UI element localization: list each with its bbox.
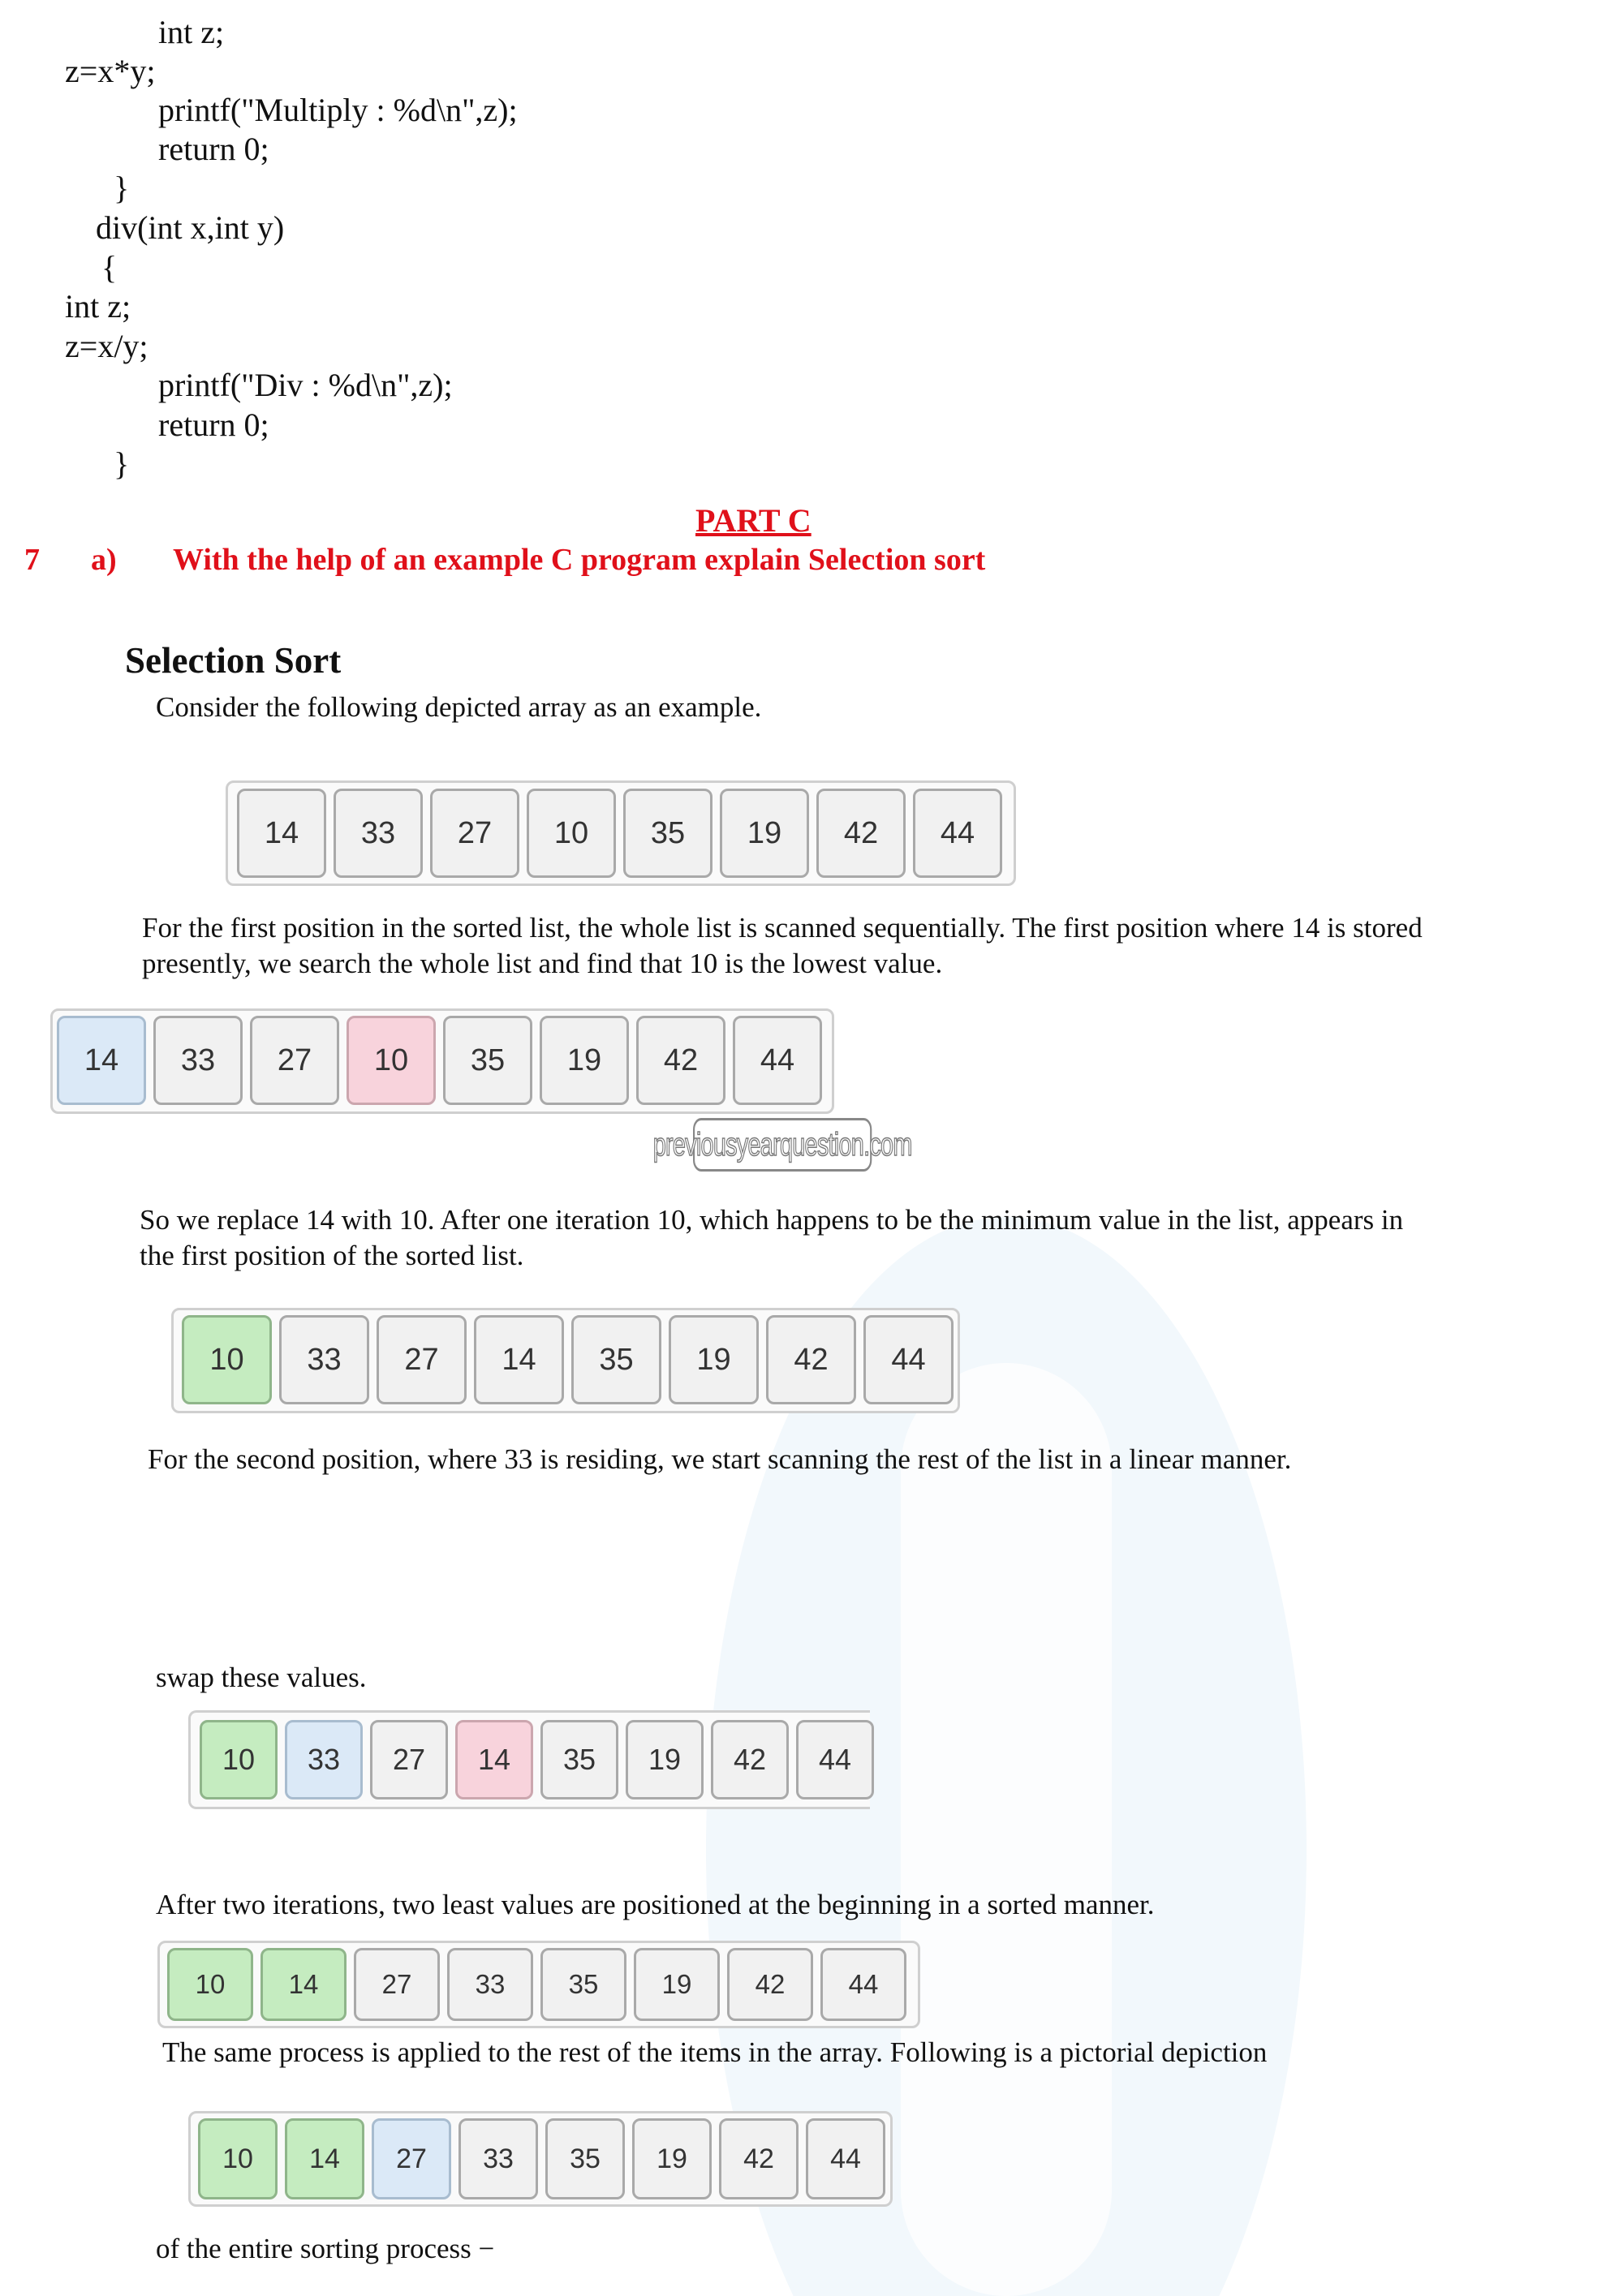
array-cell: 19 bbox=[669, 1315, 759, 1404]
array-cell: 33 bbox=[153, 1016, 243, 1105]
array-row bbox=[198, 2118, 885, 2199]
array-cell: 44 bbox=[863, 1315, 954, 1404]
code-line: int z; bbox=[158, 14, 225, 50]
array-cell: 33 bbox=[285, 1720, 363, 1799]
array-cell: 44 bbox=[796, 1720, 874, 1799]
array-cell: 33 bbox=[458, 2118, 538, 2199]
array-cell: 19 bbox=[626, 1720, 704, 1799]
question-text: With the help of an example C program explain Selection sort bbox=[173, 543, 986, 577]
array-row bbox=[167, 1948, 906, 2021]
array-cell: 14 bbox=[474, 1315, 564, 1404]
array-cell: 35 bbox=[540, 1948, 626, 2021]
code-line: } bbox=[114, 445, 130, 482]
array-cell: 10 bbox=[198, 2118, 278, 2199]
array-cell: 35 bbox=[540, 1720, 618, 1799]
array-cell: 14 bbox=[260, 1948, 347, 2021]
array-cell: 19 bbox=[540, 1016, 629, 1105]
code-line: int z; bbox=[65, 288, 131, 325]
array-row bbox=[200, 1720, 874, 1799]
array-cell: 44 bbox=[913, 789, 1002, 878]
array-cell: 44 bbox=[806, 2118, 885, 2199]
code-line: z=x/y; bbox=[65, 328, 149, 364]
paragraph: After two iterations, two least values are positioned at the beginning in a sorted manner. bbox=[156, 1889, 1155, 1920]
array-cell: 14 bbox=[285, 2118, 364, 2199]
array-cell: 42 bbox=[711, 1720, 789, 1799]
array-cell: 42 bbox=[816, 789, 906, 878]
array-cell: 10 bbox=[527, 789, 616, 878]
array-cell: 35 bbox=[443, 1016, 532, 1105]
paragraph: of the entire sorting process − bbox=[156, 2233, 495, 2264]
array-row bbox=[237, 789, 1002, 878]
array-cell: 33 bbox=[334, 789, 423, 878]
array-row bbox=[57, 1016, 822, 1105]
paragraph: So we replace 14 with 10. After one iteration 10, which happens to be the minimum value in the list, appears in the first position of the sorted list. bbox=[140, 1204, 1404, 1271]
question-number: 7 bbox=[24, 543, 40, 577]
array-cell: 42 bbox=[727, 1948, 813, 2021]
array-cell: 35 bbox=[571, 1315, 661, 1404]
code-line: return 0; bbox=[158, 406, 269, 443]
array-cell: 33 bbox=[279, 1315, 369, 1404]
paragraph: For the first position in the sorted list, the whole list is scanned sequentially. The first position where 14 is stored presently, we search the whole list and find that 10 is the lowest value. bbox=[142, 912, 1423, 979]
watermark-stamp: previousyearquestion.com bbox=[693, 1118, 872, 1172]
array-cell: 33 bbox=[447, 1948, 533, 2021]
part-heading: PART C bbox=[695, 502, 812, 539]
paragraph: For the second position, where 33 is residing, we start scanning the rest of the list in a linear manner. bbox=[148, 1443, 1292, 1475]
array-cell: 10 bbox=[182, 1315, 272, 1404]
array-cell: 27 bbox=[370, 1720, 448, 1799]
array-cell: 44 bbox=[820, 1948, 906, 2021]
array-cell: 35 bbox=[623, 789, 712, 878]
array-cell: 27 bbox=[430, 789, 519, 878]
array-cell: 19 bbox=[720, 789, 809, 878]
paragraph-intro: Consider the following depicted array as an example. bbox=[156, 691, 762, 723]
array-cell: 27 bbox=[377, 1315, 467, 1404]
array-cell: 42 bbox=[719, 2118, 799, 2199]
array-cell: 35 bbox=[545, 2118, 625, 2199]
array-cell: 14 bbox=[237, 789, 326, 878]
array-cell: 14 bbox=[455, 1720, 533, 1799]
array-cell: 10 bbox=[347, 1016, 436, 1105]
code-line: } bbox=[114, 170, 130, 206]
code-line: div(int x,int y) bbox=[96, 209, 285, 246]
array-cell: 10 bbox=[200, 1720, 278, 1799]
array-cell: 10 bbox=[167, 1948, 253, 2021]
array-cell: 27 bbox=[354, 1948, 440, 2021]
array-cell: 27 bbox=[250, 1016, 339, 1105]
code-line: z=x*y; bbox=[65, 53, 156, 89]
array-cell: 19 bbox=[634, 1948, 720, 2021]
section-title: Selection Sort bbox=[125, 640, 342, 681]
array-row bbox=[182, 1315, 954, 1404]
code-line: printf("Div : %d\n",z); bbox=[158, 367, 453, 403]
array-cell: 14 bbox=[57, 1016, 146, 1105]
paragraph: The same process is applied to the rest of the items in the array. Following is a pictorial depiction bbox=[162, 2036, 1268, 2068]
code-line: { bbox=[101, 249, 118, 286]
code-line: printf("Multiply : %d\n",z); bbox=[158, 92, 518, 128]
array-cell: 42 bbox=[766, 1315, 856, 1404]
array-cell: 42 bbox=[636, 1016, 725, 1105]
paragraph: swap these values. bbox=[156, 1662, 367, 1693]
array-cell: 27 bbox=[372, 2118, 451, 2199]
code-line: return 0; bbox=[158, 131, 269, 167]
question-subpart: a) bbox=[91, 543, 117, 577]
array-cell: 44 bbox=[733, 1016, 822, 1105]
array-cell: 19 bbox=[632, 2118, 712, 2199]
